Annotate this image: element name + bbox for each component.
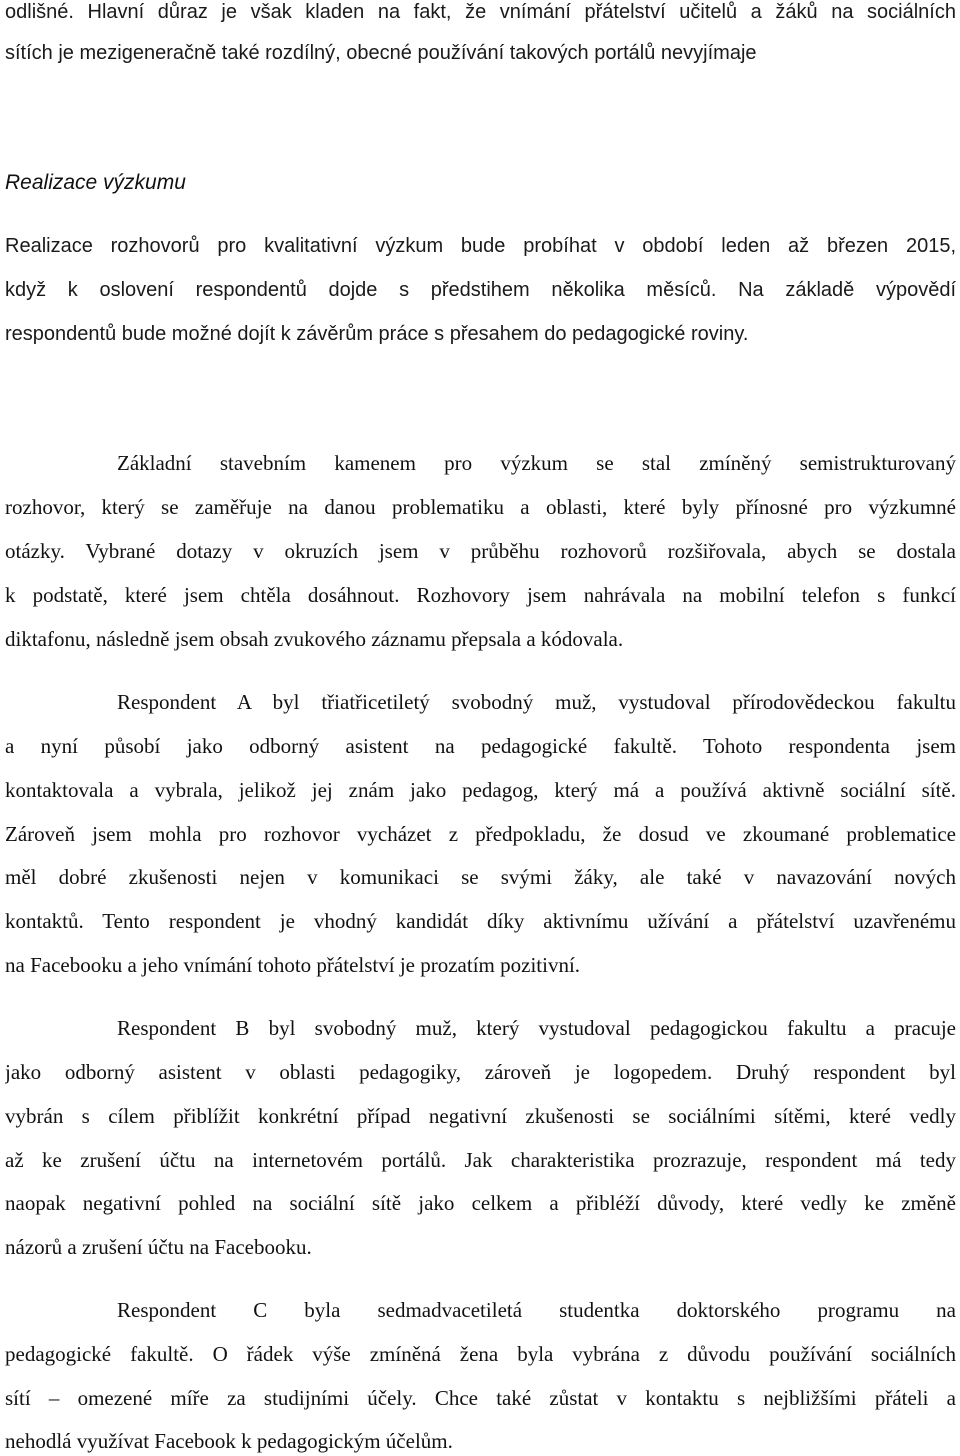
para2-line-7: na Facebooku a jeho vnímání tohoto přátelství je prozatím pozitivní. bbox=[5, 953, 581, 977]
para3-line-4: až ke zrušení účtu na internetovém portálů. Jak charakteristika prozrazuje, respondent má tedy bbox=[5, 1148, 956, 1172]
para3-line-6: názorů a zrušení účtu na Facebooku. bbox=[5, 1235, 312, 1259]
para4-line-3: sítí – omezené míře za studijními účely. Chce také zůstat v kontaktu s nejbližšími přáteli a bbox=[5, 1386, 956, 1410]
para4-line-4: nehodlá využívat Facebook k pedagogickým účelům. bbox=[5, 1429, 453, 1453]
para1-line-1: Základní stavebním kamenem pro výzkum se stal zmíněný semistrukturovaný bbox=[117, 451, 956, 475]
section1-line-3: respondentů bude možné dojít k závěrům práce s přesahem do pedagogické roviny. bbox=[5, 323, 749, 345]
para3-line-1: Respondent B byl svobodný muž, který vystudoval pedagogickou fakultu a pracuje bbox=[117, 1016, 956, 1040]
para2-line-6: kontaktů. Tento respondent je vhodný kandidát díky aktivnímu užívání a přátelství uzavřenému bbox=[5, 909, 956, 933]
para4-line-2: pedagogické fakultě. O řádek výše zmíněná žena byla vybrána z důvodu používání sociálních bbox=[5, 1342, 956, 1366]
intro-line-2: sítích je mezigeneračně také rozdílný, obecné používání takových portálů nevyjímaje bbox=[5, 42, 757, 64]
para3-line-5: naopak negativní pohled na sociální sítě jako celkem a přibléží důvody, které vedly ke změně bbox=[5, 1191, 956, 1215]
para1-line-3: otázky. Vybrané dotazy v okruzích jsem v průběhu rozhovorů rozšiřovala, abych se dostala bbox=[5, 539, 956, 563]
para1-line-2: rozhovor, který se zaměřuje na danou problematiku a oblasti, které byly přínosné pro výzkumné bbox=[5, 495, 956, 519]
section1-line-1: Realizace rozhovorů pro kvalitativní výzkum bude probíhat v období leden až březen 2015, bbox=[5, 235, 956, 257]
para1-line-4: k podstatě, které jsem chtěla dosáhnout. Rozhovory jsem nahrávala na mobilní telefon s funkcí bbox=[5, 583, 956, 607]
para2-line-1: Respondent A byl třiatřicetiletý svobodný muž, vystudoval přírodovědeckou fakultu bbox=[117, 690, 956, 714]
section1-line-2: když k oslovení respondentů dojde s předstihem několika měsíců. Na základě výpovědí bbox=[5, 279, 956, 301]
para4-line-1: Respondent C byla sedmadvacetiletá studentka doktorského programu na bbox=[117, 1298, 956, 1322]
para3-line-2: jako odborný asistent v oblasti pedagogiky, zároveň je logopedem. Druhý respondent byl bbox=[5, 1060, 956, 1084]
para3-line-3: vybrán s cílem přiblížit konkrétní případ negativní zkušenosti se sociálními sítěmi, které vedly bbox=[5, 1104, 956, 1128]
para2-line-4: Zároveň jsem mohla pro rozhovor vycházet z předpokladu, že dosud ve zkoumané problematice bbox=[5, 822, 956, 846]
section-heading: Realizace výzkumu bbox=[5, 171, 186, 194]
para2-line-2: a nyní působí jako odborný asistent na pedagogické fakultě. Tohoto respondenta jsem bbox=[5, 734, 956, 758]
para2-line-3: kontaktovala a vybrala, jelikož jej znám jako pedagog, který má a používá aktivně sociální sítě. bbox=[5, 778, 956, 802]
para1-line-5: diktafonu, následně jsem obsah zvukového záznamu přepsala a kódovala. bbox=[5, 627, 624, 651]
intro-line-1: odlišné. Hlavní důraz je však kladen na fakt, že vnímání přátelství učitelů a žáků na sociálních bbox=[5, 1, 956, 23]
para2-line-5: měl dobré zkušenosti nejen v komunikaci se svými žáky, ale také v navazování nových bbox=[5, 865, 956, 889]
